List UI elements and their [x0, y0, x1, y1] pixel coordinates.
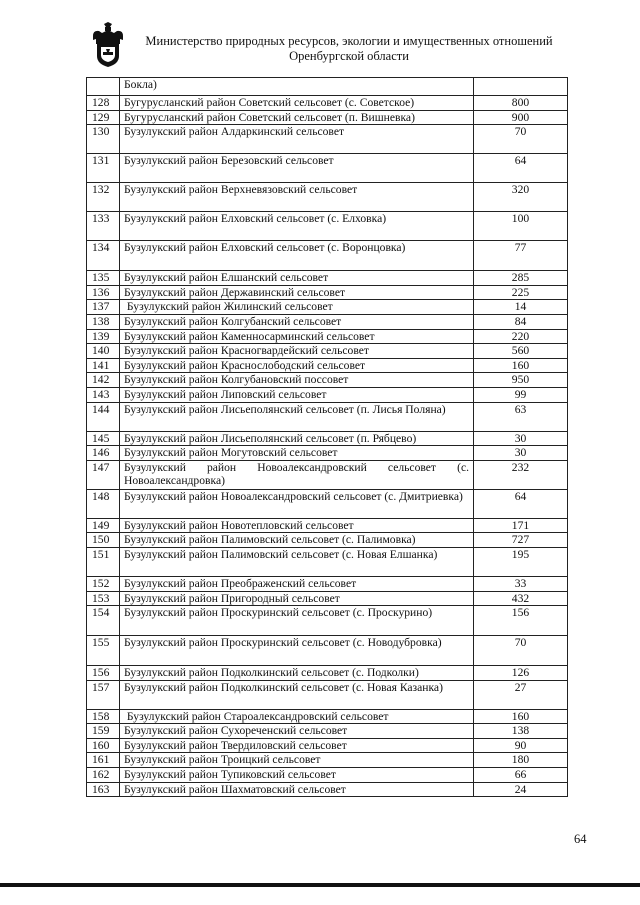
row-value: 171	[474, 518, 568, 533]
row-value: 70	[474, 125, 568, 154]
row-number: 139	[87, 329, 120, 344]
settlement-name: Бугурусланский район Советский сельсовет (п. Вишневка)	[120, 110, 474, 125]
table-row	[87, 724, 568, 739]
row-value: 156	[474, 606, 568, 636]
table-row	[87, 636, 568, 666]
row-number: 135	[87, 271, 120, 286]
settlement-name: Бузулукский район Каменносарминский сельсовет	[120, 329, 474, 344]
table-row	[87, 110, 568, 125]
settlement-name: Бузулукский район Подколкинский сельсовет (с. Подколки)	[120, 666, 474, 681]
table-row	[87, 358, 568, 373]
row-value: 225	[474, 285, 568, 300]
table-row	[87, 782, 568, 797]
row-number: 140	[87, 344, 120, 359]
table-row	[87, 373, 568, 388]
row-number: 156	[87, 666, 120, 681]
settlement-name: Бузулукский район Лисьеполянский сельсовет (п. Лисья Поляна)	[120, 402, 474, 431]
row-value: 66	[474, 768, 568, 783]
table-row	[87, 446, 568, 461]
settlement-name: Бузулукский район Елшанский сельсовет	[120, 271, 474, 286]
row-number: 141	[87, 358, 120, 373]
coat-of-arms-icon	[90, 22, 126, 68]
row-number: 131	[87, 154, 120, 183]
settlement-name: Бузулукский район Подколкинский сельсовет (с. Новая Казанка)	[120, 680, 474, 709]
row-value: 950	[474, 373, 568, 388]
settlement-name: Бузулукский район Твердиловский сельсовет	[120, 738, 474, 753]
settlement-name: Бузулукский район Палимовский сельсовет (с. Палимовка)	[120, 533, 474, 548]
table-row	[87, 300, 568, 315]
row-value: 77	[474, 241, 568, 271]
settlement-name: Бузулукский район Колгубанский сельсовет	[120, 314, 474, 329]
table-row	[87, 431, 568, 446]
settlement-name: Бузулукский район Краснослободский сельсовет	[120, 358, 474, 373]
settlement-name: Бузулукский район Липовский сельсовет	[120, 387, 474, 402]
row-value: 160	[474, 709, 568, 724]
settlement-name: Бугурусланский район Советский сельсовет (с. Советское)	[120, 96, 474, 111]
row-value: 432	[474, 591, 568, 606]
row-value: 100	[474, 212, 568, 241]
row-number: 161	[87, 753, 120, 768]
row-value: 160	[474, 358, 568, 373]
row-value: 138	[474, 724, 568, 739]
table-row	[87, 125, 568, 154]
row-number: 162	[87, 768, 120, 783]
row-value: 560	[474, 344, 568, 359]
row-number: 148	[87, 489, 120, 518]
row-number: 152	[87, 576, 120, 591]
row-number: 143	[87, 387, 120, 402]
row-value: 800	[474, 96, 568, 111]
row-value: 30	[474, 431, 568, 446]
row-number: 147	[87, 460, 120, 489]
row-value: 64	[474, 489, 568, 518]
settlement-name: Бузулукский район Сухореченский сельсовет	[120, 724, 474, 739]
settlement-name: Бузулукский район Колгубановский поссовет	[120, 373, 474, 388]
table-row	[87, 680, 568, 709]
row-value: 195	[474, 547, 568, 576]
row-number: 150	[87, 533, 120, 548]
row-number: 137	[87, 300, 120, 315]
settlement-name: Бузулукский район Проскуринский сельсовет (с. Проскурино)	[120, 606, 474, 636]
row-value: 84	[474, 314, 568, 329]
row-value: 14	[474, 300, 568, 315]
row-number: 138	[87, 314, 120, 329]
row-value: 70	[474, 636, 568, 666]
table-row	[87, 285, 568, 300]
table-body	[87, 78, 568, 797]
table-row	[87, 212, 568, 241]
table-row	[87, 78, 568, 96]
row-number: 151	[87, 547, 120, 576]
settlement-name: Бузулукский район Преображенский сельсовет	[120, 576, 474, 591]
table-row	[87, 314, 568, 329]
settlements-table	[86, 77, 568, 797]
table-row	[87, 460, 568, 489]
row-number: 132	[87, 183, 120, 212]
row-value: 180	[474, 753, 568, 768]
settlement-name: Бузулукский район Березовский сельсовет	[120, 154, 474, 183]
settlement-name: Бузулукский район Шахматовский сельсовет	[120, 782, 474, 797]
settlement-name: Бузулукский район Елховский сельсовет (с. Воронцовка)	[120, 241, 474, 271]
table-row	[87, 344, 568, 359]
settlement-name: Бузулукский район Новотепловский сельсовет	[120, 518, 474, 533]
table-row	[87, 709, 568, 724]
table-row	[87, 387, 568, 402]
settlement-name: Бузулукский район Верхневязовский сельсовет	[120, 183, 474, 212]
settlement-name: Бокла)	[120, 78, 474, 96]
row-number: 142	[87, 373, 120, 388]
row-value: 900	[474, 110, 568, 125]
table-row	[87, 154, 568, 183]
ministry-title-line2: Оренбургской области	[289, 49, 409, 63]
table-row	[87, 533, 568, 548]
row-value: 27	[474, 680, 568, 709]
row-number: 155	[87, 636, 120, 666]
row-value: 232	[474, 460, 568, 489]
settlement-name: Бузулукский район Новоалександровский сельсовет (с. Дмитриевка)	[120, 489, 474, 518]
row-value: 90	[474, 738, 568, 753]
bottom-rule	[0, 883, 640, 887]
row-number: 160	[87, 738, 120, 753]
table-row	[87, 606, 568, 636]
settlement-name: Бузулукский район Лисьеполянский сельсовет (п. Рябцево)	[120, 431, 474, 446]
settlement-name: Бузулукский район Елховский сельсовет (с. Елховка)	[120, 212, 474, 241]
row-value: 727	[474, 533, 568, 548]
ministry-title-line1: Министерство природных ресурсов, экологии и имущественных отношений	[145, 34, 553, 48]
row-number: 145	[87, 431, 120, 446]
row-value: 320	[474, 183, 568, 212]
row-number: 157	[87, 680, 120, 709]
row-number: 158	[87, 709, 120, 724]
settlement-name: Бузулукский район Проскуринский сельсовет (с. Новодубровка)	[120, 636, 474, 666]
table-row	[87, 329, 568, 344]
table-row	[87, 271, 568, 286]
row-number: 154	[87, 606, 120, 636]
row-number: 130	[87, 125, 120, 154]
table-row	[87, 518, 568, 533]
row-value: 126	[474, 666, 568, 681]
page-header	[84, 18, 564, 78]
settlement-name: Бузулукский район Красногвардейский сельсовет	[120, 344, 474, 359]
row-value: 285	[474, 271, 568, 286]
table-row	[87, 753, 568, 768]
settlement-name: Бузулукский район Пригородный сельсовет	[120, 591, 474, 606]
row-value: 99	[474, 387, 568, 402]
row-value: 220	[474, 329, 568, 344]
row-number: 146	[87, 446, 120, 461]
table-row	[87, 591, 568, 606]
table-row	[87, 183, 568, 212]
row-number: 159	[87, 724, 120, 739]
row-number: 136	[87, 285, 120, 300]
ministry-title	[134, 34, 564, 64]
row-value	[474, 78, 568, 96]
table-row	[87, 402, 568, 431]
table-row	[87, 241, 568, 271]
row-value: 24	[474, 782, 568, 797]
settlement-name: Бузулукский район Тупиковский сельсовет	[120, 768, 474, 783]
table-row	[87, 96, 568, 111]
row-number: 153	[87, 591, 120, 606]
row-number	[87, 78, 120, 96]
settlement-name: Бузулукский район Новоалександровский сельсовет (с. Новоалександровка)	[120, 460, 474, 489]
settlement-name: Бузулукский район Палимовский сельсовет (с. Новая Елшанка)	[120, 547, 474, 576]
row-value: 63	[474, 402, 568, 431]
table-row	[87, 768, 568, 783]
settlement-name: Бузулукский район Державинский сельсовет	[120, 285, 474, 300]
settlement-name: Бузулукский район Староалександровский сельсовет	[120, 709, 474, 724]
table-row	[87, 547, 568, 576]
row-number: 134	[87, 241, 120, 271]
settlement-name: Бузулукский район Троицкий сельсовет	[120, 753, 474, 768]
table-row	[87, 489, 568, 518]
row-number: 144	[87, 402, 120, 431]
row-value: 64	[474, 154, 568, 183]
table-row	[87, 666, 568, 681]
row-number: 133	[87, 212, 120, 241]
row-value: 30	[474, 446, 568, 461]
settlement-name: Бузулукский район Могутовский сельсовет	[120, 446, 474, 461]
table-row	[87, 738, 568, 753]
row-number: 163	[87, 782, 120, 797]
page-number: 64	[574, 832, 587, 846]
table-row	[87, 576, 568, 591]
row-number: 128	[87, 96, 120, 111]
settlement-name: Бузулукский район Жилинский сельсовет	[120, 300, 474, 315]
settlement-name: Бузулукский район Алдаркинский сельсовет	[120, 125, 474, 154]
row-value: 33	[474, 576, 568, 591]
row-number: 129	[87, 110, 120, 125]
row-number: 149	[87, 518, 120, 533]
